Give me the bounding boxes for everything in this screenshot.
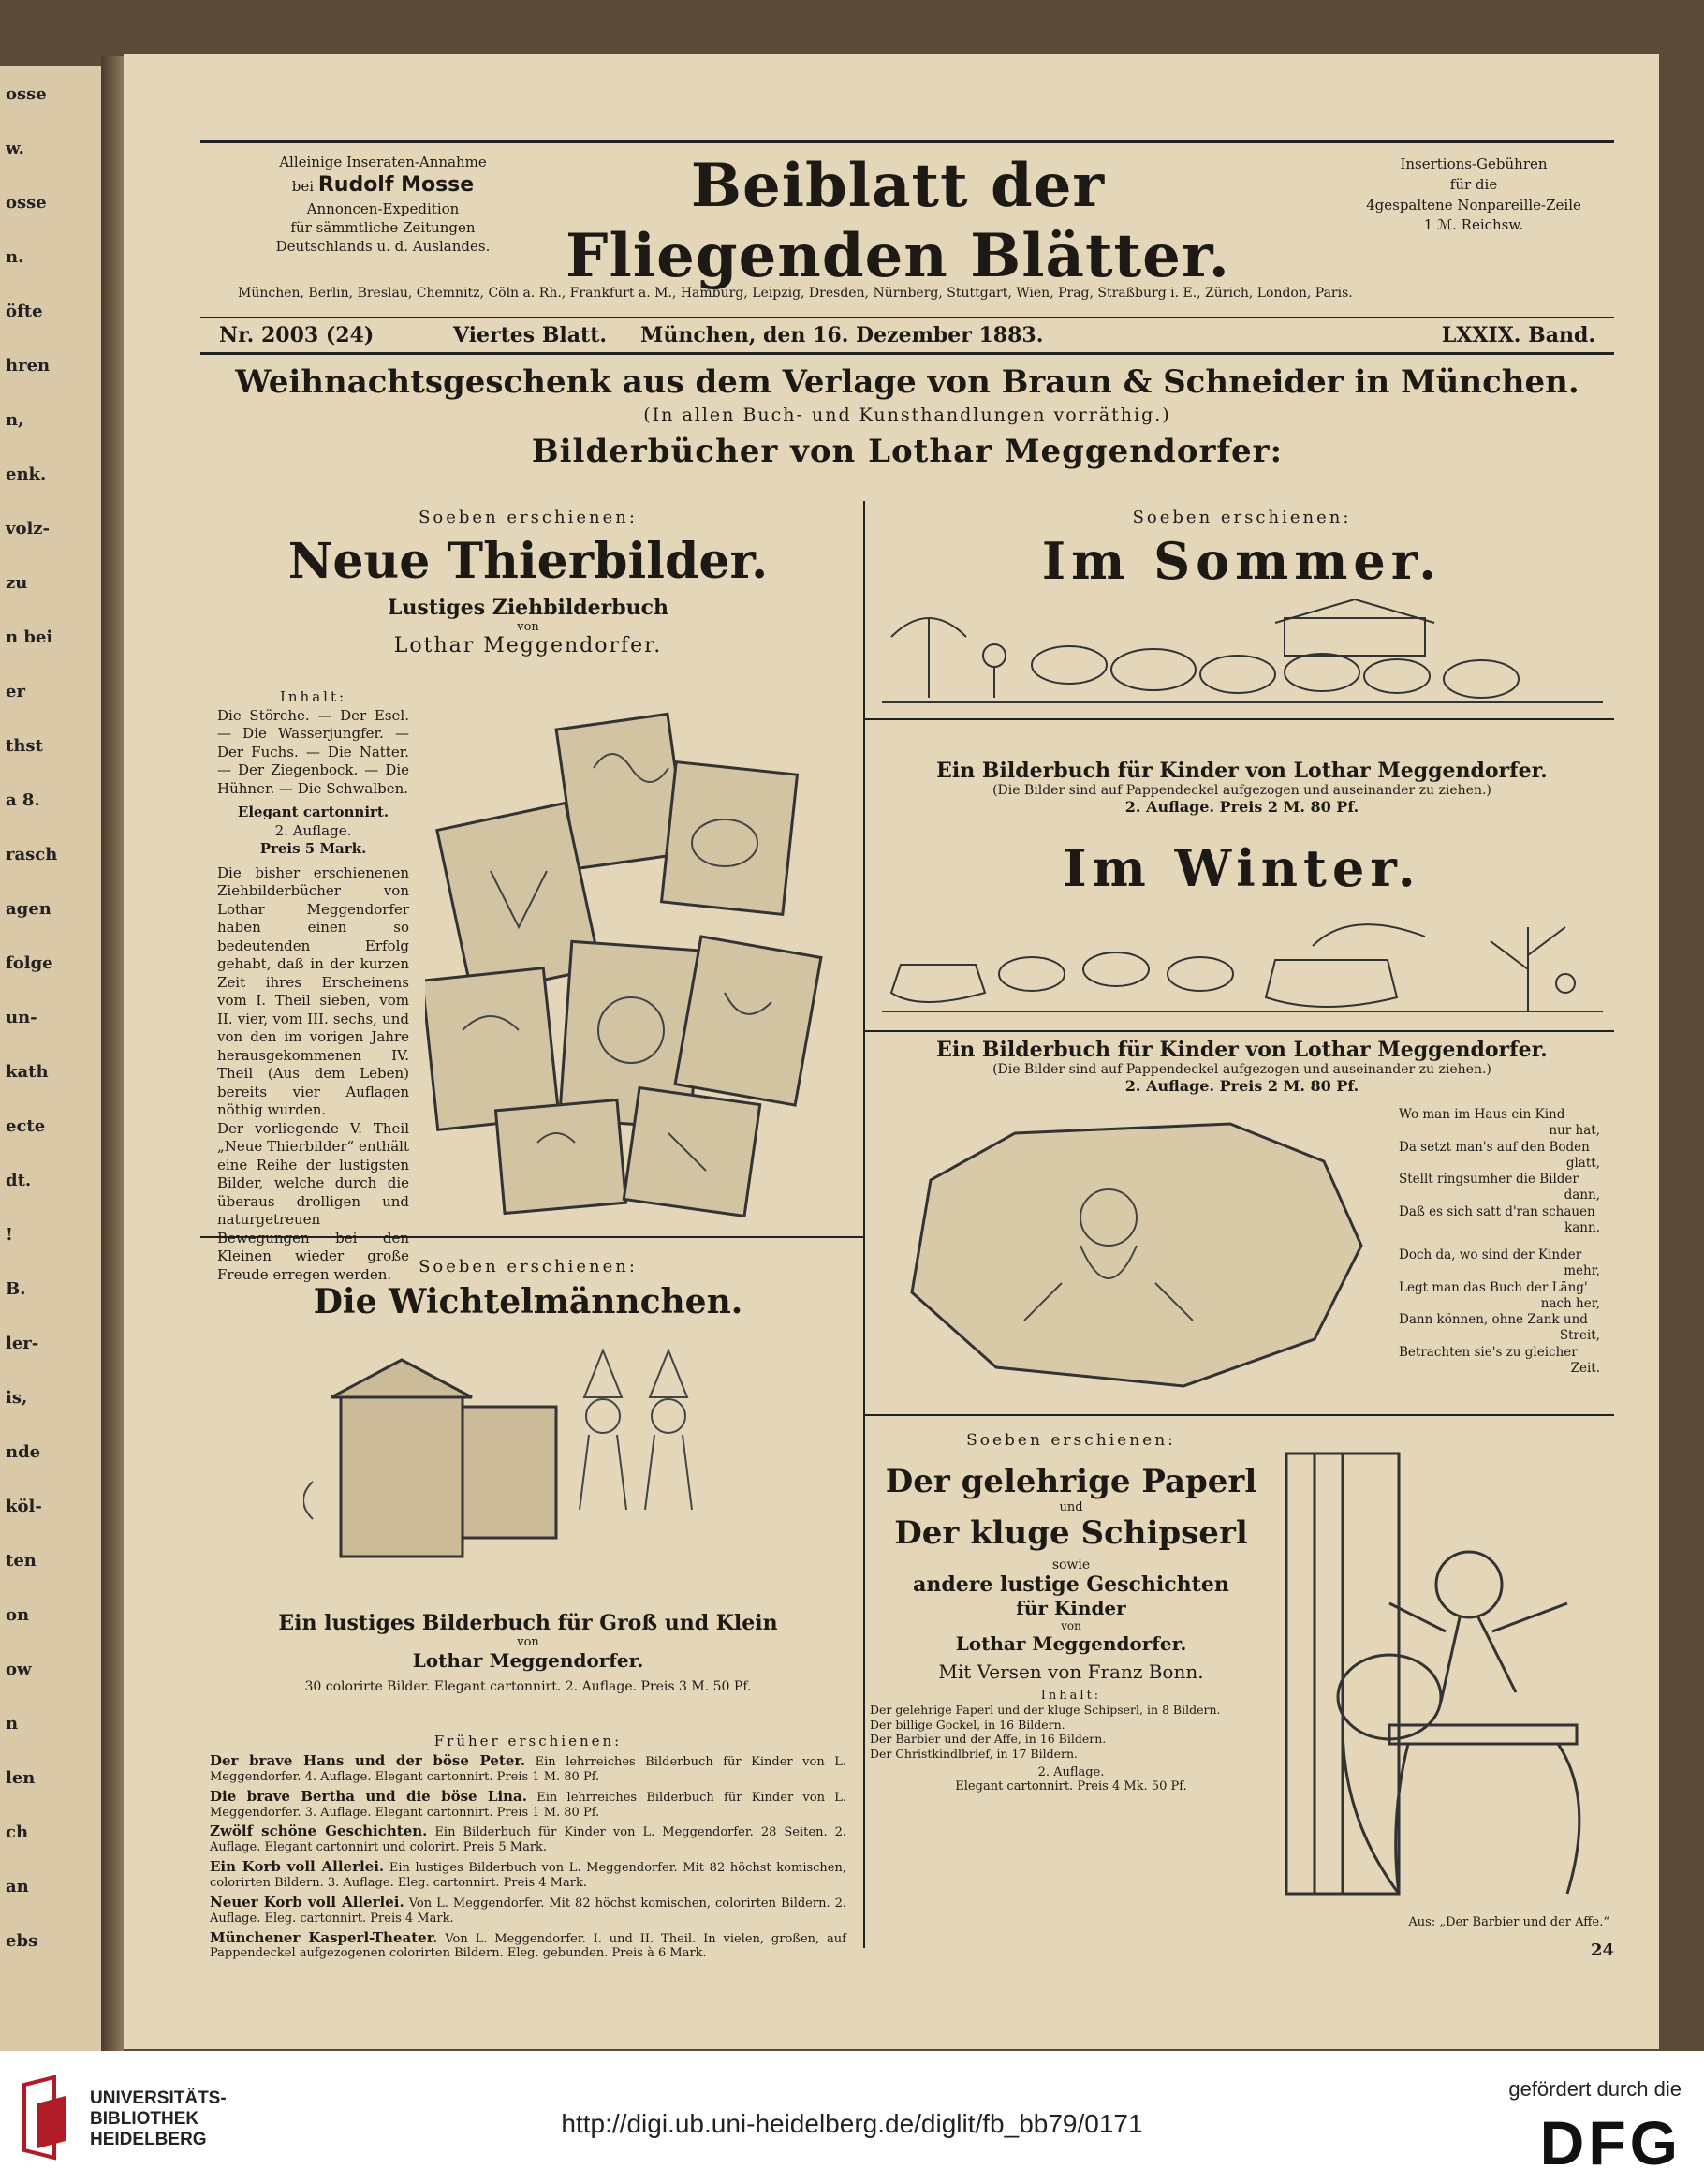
thierbilder-ad [200, 508, 856, 657]
contents-item: Der gelehrige Paperl und der kluge Schipserl, in 8 Bildern. [870, 1703, 1221, 1717]
by-label: von [517, 1635, 539, 1649]
farm-scene-illustration [873, 599, 1608, 712]
book-spine [101, 56, 124, 2051]
poem-line: Daß es sich satt d'ran schauen [1399, 1203, 1595, 1219]
earlier-book-item [200, 1858, 856, 1891]
earlier-book-text: Ein Bilderbuch für Kinder von L. Meggendorfer. 28 Seiten. 2. Auflage. Elegant cartonnirt und colorirt. Preis 5 Mark. [210, 1825, 847, 1855]
previous-page-fragment: rasch [6, 845, 58, 864]
previous-page-fragment: an [6, 1877, 29, 1896]
edition: 2. Auflage. [1037, 1764, 1105, 1779]
price: 2. Auflage. Preis 2 M. 80 Pf. [1124, 1077, 1359, 1095]
author: Lothar Meggendorfer. [955, 1632, 1187, 1655]
winter-ad [870, 838, 1614, 898]
fees-line: 1 ℳ. Reichsw. [1423, 216, 1524, 234]
insertion-fees-note [1352, 155, 1595, 236]
ad-subtitle: (In allen Buch- und Kunsthandlungen vorräthig.) [643, 405, 1171, 425]
book-title: Der gelehrige Paperl [885, 1463, 1257, 1500]
book-subtitle: andere lustige Geschichten [913, 1572, 1229, 1597]
fees-line: für die [1449, 175, 1498, 193]
thierbilder-illustration [425, 712, 846, 1217]
book-description: Ein lustiges Bilderbuch für Groß und Klein [278, 1611, 778, 1635]
previous-page-fragment: osse [6, 193, 47, 213]
earlier-book-text: Ein lehrreiches Bilderbuch für Kinder von L. Meggendorfer. 4. Auflage. Elegant cartonnirt. Preis 1 M. 80 Pf. [210, 1755, 846, 1784]
previous-page-fragment: ten [6, 1551, 37, 1571]
by-label: von [1061, 1619, 1081, 1632]
price: Preis 5 Mark. [259, 840, 367, 857]
author: Lothar Meggendorfer. [412, 1649, 644, 1672]
earlier-book-text: Von L. Meggendorfer. Mit 82 höchst komischen, colorirten Bildern. 2. Auflage. Eleg. cartonnirt. Preis 4 Mark. [210, 1896, 846, 1926]
issue-number: Nr. 2003 (24) [219, 323, 375, 347]
previous-page-fragment: n [6, 1714, 19, 1734]
earlier-book-title: Münchener Kasperl-Theater. [210, 1928, 438, 1946]
publisher-ad-header [200, 363, 1614, 470]
book-title: Die Wichtelmännchen. [313, 1282, 743, 1321]
previous-page-fragment: er [6, 682, 25, 701]
previous-page-fragment: folge [6, 953, 53, 973]
poem-line: nach her, [1540, 1295, 1600, 1311]
contents-text: Die Störche. — Der Esel. — Die Wasserjungfer. — Der Fuchs. — Die Natter. — Der Ziegenbock. — Die Hühner. — Die Schwalben. [217, 706, 409, 797]
previous-page-fragment: len [6, 1768, 36, 1788]
previous-page-fragment: köl- [6, 1497, 42, 1516]
poem-line: Streit, [1559, 1328, 1600, 1344]
agency-line: Deutschlands u. d. Auslandes. [275, 238, 491, 256]
previous-page-fragment: n, [6, 410, 24, 430]
dfg-logo[interactable]: DFG [1539, 2108, 1682, 2177]
previous-page-fragment: is, [6, 1388, 28, 1408]
section-divider [865, 718, 1614, 720]
poem-line: mehr, [1564, 1263, 1600, 1279]
poem-line: nur hat, [1549, 1123, 1600, 1139]
previous-page-fragment: un- [6, 1008, 37, 1027]
library-name-line: HEIDELBERG [90, 2129, 207, 2149]
previous-page-fragment: kath [6, 1062, 49, 1082]
paperl-ad [870, 1431, 1272, 1793]
book-note: (Die Bilder sind auf Pappendeckel aufgezogen und auseinander zu ziehen.) [992, 783, 1491, 798]
thierbilder-details [217, 688, 409, 1284]
earlier-list [200, 1752, 856, 1961]
book-title: Der kluge Schipserl [894, 1514, 1248, 1552]
kicker: Soeben erschienen: [966, 1431, 1176, 1450]
poem-line: Da setzt man's auf den Boden [1399, 1139, 1590, 1155]
earlier-book-item [200, 1929, 856, 1962]
previous-page-fragment: ow [6, 1660, 32, 1679]
poem-line: Legt man das Buch der Läng' [1399, 1279, 1588, 1295]
previous-page-fragment: öfte [6, 302, 43, 321]
connector: und [1059, 1500, 1083, 1514]
permalink-url[interactable]: http://digi.ub.uni-heidelberg.de/diglit/fb_bb79/0171 [561, 2109, 1143, 2138]
previous-page-fragment: B. [6, 1279, 26, 1299]
previous-page-fragment: ch [6, 1822, 29, 1842]
octagon-book-illustration [874, 1105, 1399, 1400]
price: 2. Auflage. Preis 2 M. 80 Pf. [1124, 798, 1359, 816]
previous-page-fragment: ! [6, 1225, 13, 1245]
fees-line: Insertions-Gebühren [1400, 155, 1548, 172]
contents-item: Der billige Gockel, in 16 Bildern. [870, 1717, 1065, 1732]
library-name-line: UNIVERSITÄTS- [90, 2088, 227, 2108]
earlier-book-item [200, 1894, 856, 1926]
agency-line: Alleinige Inseraten-Annahme [279, 154, 487, 170]
agency-line: für sämmtliche Zeitungen [290, 219, 476, 237]
issue-date: München, den 16. Dezember 1883. [640, 323, 1044, 347]
earlier-book-item [200, 1788, 856, 1821]
kicker: Soeben erschienen: [419, 1257, 638, 1276]
author: Lothar Meggendorfer. [393, 634, 663, 657]
poem-line: kann. [1564, 1219, 1600, 1235]
previous-page-fragment: osse [6, 84, 47, 104]
sommer-ad [870, 508, 1614, 591]
issue-volume: LXXIX. Band. [1441, 323, 1595, 347]
agency-line: Annoncen-Expedition [306, 199, 460, 217]
earlier-book-title: Die brave Bertha und die böse Lina. [210, 1787, 527, 1805]
city-list: München, Berlin, Breslau, Chemnitz, Cöln a. Rh., Frankfurt a. M., Hamburg, Leipzig, Dresden, Nürnberg, Stuttgart, Wien, Prag, Straßburg i. E., Zürich, London, Paris. [238, 286, 1353, 301]
earlier-books [200, 1733, 856, 1961]
wichtel-ad [200, 1257, 856, 1321]
newspaper-page [124, 54, 1659, 2049]
section-divider [865, 1414, 1614, 1416]
page-frame [200, 140, 1614, 1962]
previous-page-fragment: enk. [6, 465, 47, 484]
ad-heading: Bilderbücher von Lothar Meggendorfer: [531, 433, 1284, 470]
book-title: Neue Thierbilder. [287, 533, 769, 590]
price: Elegant cartonnirt. Preis 4 Mk. 50 Pf. [955, 1778, 1187, 1793]
book-subtitle: Lustiges Ziehbilderbuch [387, 596, 669, 620]
previous-page-fragment: nde [6, 1442, 41, 1462]
previous-page-fragment: w. [6, 139, 24, 158]
contents-label: Inhalt: [279, 688, 347, 705]
earlier-book-text: Von L. Meggendorfer. I. und II. Theil. In vielen, großen, auf Pappendeckel aufgezogenen colorirten Bildern. Eleg. gebunden. Preis à 6 Mark. [210, 1931, 846, 1961]
barber-monkey-illustration [1277, 1444, 1609, 1903]
book-description: Ein Bilderbuch für Kinder von Lothar Meggendorfer. [936, 759, 1548, 783]
book-description: Ein Bilderbuch für Kinder von Lothar Meggendorfer. [936, 1038, 1548, 1062]
contents-list [870, 1703, 1272, 1762]
earlier-book-title: Zwölf schöne Geschichten. [210, 1822, 428, 1840]
book-title: Im Winter. [1063, 838, 1421, 898]
poem-line: Dann können, ohne Zank und [1399, 1312, 1588, 1328]
agency-line: bei [291, 178, 315, 196]
description: Die bisher erschienenen Ziehbilderbücher von Lothar Meggendorfer haben einen so bedeutenden Erfolg gehabt, daß in der kurzen Zeit ihres Erscheinens vom I. Theil sieben, vom II. vier, vom III. sechs, und von den im vorigen Jahre herausgekommenen IV. Theil (Aus dem Leben) bereits vier Auflagen nöthig wurden. [217, 863, 409, 1118]
section-divider [865, 1030, 1614, 1032]
kicker: Soeben erschienen: [1132, 508, 1352, 527]
poem-line: Doch da, wo sind der Kinder [1399, 1247, 1582, 1263]
by-label: von [517, 620, 539, 634]
sommer-illustration [873, 599, 1608, 712]
previous-page-fragment: n. [6, 247, 24, 267]
previous-page-fragment: dt. [6, 1171, 32, 1190]
monkey-table-illustration [1277, 1444, 1609, 1903]
winter-illustration [873, 918, 1608, 1026]
book-note: (Die Bilder sind auf Pappendeckel aufgezogen und auseinander zu ziehen.) [992, 1062, 1491, 1077]
earlier-book-title: Der brave Hans und der böse Peter. [210, 1752, 526, 1769]
fees-line: 4gespaltene Nonpareille-Zeile [1366, 196, 1581, 214]
contents-item: Der Christkindlbrief, in 17 Bildern. [870, 1746, 1078, 1761]
advertising-agency-note [247, 153, 519, 257]
previous-page-edge [0, 66, 104, 2051]
winter-details [870, 1038, 1614, 1095]
previous-page-fragment: a 8. [6, 790, 40, 810]
binding: Elegant cartonnirt. [237, 804, 389, 820]
sleigh-scene-illustration [873, 918, 1608, 1026]
masthead-title: Beiblatt der Fliegenden Blätter. [566, 151, 1230, 291]
earlier-book-item [200, 1752, 856, 1785]
verse-credit: Mit Versen von Franz Bonn. [938, 1660, 1204, 1683]
poem-line: Betrachten sie's zu gleicher [1399, 1344, 1578, 1360]
poem-line: glatt, [1565, 1155, 1600, 1171]
children-reading-illustration [874, 1105, 1399, 1400]
wichtel-details [200, 1611, 856, 1694]
connector: sowie [1051, 1557, 1091, 1572]
previous-page-fragment: ebs [6, 1931, 38, 1951]
book-details: 30 colorirte Bilder. Elegant cartonnirt. 2. Auflage. Preis 3 M. 50 Pf. [304, 1679, 752, 1694]
previous-page-fragment: hren [6, 356, 51, 376]
kicker: Soeben erschienen: [419, 508, 638, 527]
funding-note: gefördert durch die [1508, 2077, 1682, 2101]
lantern-gnomes-illustration [303, 1341, 743, 1594]
masthead-header [200, 140, 1614, 347]
book-subtitle: für Kinder [1016, 1597, 1126, 1619]
library-name-line: BIBLIOTHEK [90, 2108, 199, 2129]
page-number: 24 [1590, 1941, 1614, 1960]
picture-cards-illustration [425, 712, 846, 1217]
viewer-footer [0, 2051, 1704, 2184]
earlier-heading: Früher erschienen: [433, 1733, 623, 1749]
poem-line: Zeit. [1570, 1360, 1600, 1376]
poem-line: Wo man im Haus ein Kind [1399, 1107, 1565, 1122]
previous-page-fragment: ecte [6, 1116, 46, 1136]
previous-page-fragment: volz- [6, 519, 50, 539]
issue-sheet: Viertes Blatt. [453, 323, 608, 347]
description: Der vorliegende V. Theil „Neue Thierbilder“ enthält eine Reihe der lustigsten Bilder, welche durch die überaus drolligen und naturgetreuen Bewegungen bei den Kleinen wieder große Freude erregen werden. [217, 1119, 409, 1283]
illustration-caption: Aus: „Der Barbier und der Affe.“ [1408, 1915, 1609, 1929]
previous-page-fragment: n bei [6, 627, 53, 647]
poem-line: Stellt ringsumher die Bilder [1399, 1172, 1579, 1188]
poem [1399, 1107, 1600, 1377]
previous-page-fragment: thst [6, 736, 43, 756]
edition: 2. Auflage. [274, 821, 352, 839]
earlier-book-title: Ein Korb voll Allerlei. [210, 1858, 385, 1876]
previous-page-fragment: on [6, 1605, 30, 1625]
contents-label: Inhalt: [1040, 1689, 1102, 1703]
contents-item: Der Barbier und der Affe, in 16 Bildern. [870, 1732, 1107, 1747]
ad-title: Weihnachtsgeschenk aus dem Verlage von Braun & Schneider in München. [235, 363, 1579, 401]
previous-page-fragment: ler- [6, 1334, 39, 1353]
earlier-book-item [200, 1822, 856, 1855]
poem-line: dann, [1564, 1188, 1600, 1203]
sommer-details [870, 759, 1614, 816]
book-title: Im Sommer. [1041, 531, 1443, 591]
earlier-book-title: Neuer Korb voll Allerlei. [210, 1893, 404, 1911]
previous-page-fragment: zu [6, 573, 28, 593]
earlier-book-text: Ein lustiges Bilderbuch von L. Meggendorfer. Mit 82 höchst komischen, colorirten Bildern. 3. Auflage. Eleg. cartonnirt. Preis 4 Mark. [210, 1861, 846, 1891]
wichtel-illustration [303, 1341, 743, 1594]
agency-name: Rudolf Mosse [317, 173, 475, 198]
earlier-book-text: Ein lehrreiches Bilderbuch für Kinder von L. Meggendorfer. 3. Auflage. Elegant cartonnirt. Preis 1 M. 80 Pf. [210, 1790, 846, 1820]
previous-page-fragment: agen [6, 899, 51, 919]
issue-bar [200, 317, 1614, 355]
